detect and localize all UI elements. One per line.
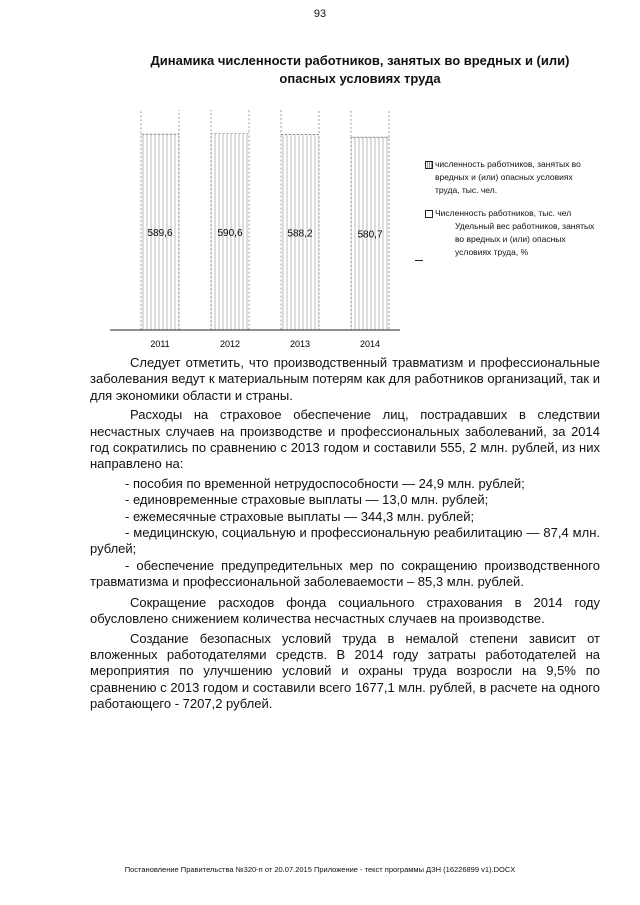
legend-label-share: Удельный вес работников, занятых во вредных и (или) опасных условиях труда, %	[455, 221, 595, 257]
list-item-1: - пособия по временной нетрудоспособности — 24,9 млн. рублей;	[125, 475, 525, 491]
legend-line-mark	[415, 260, 423, 261]
legend-item-total-workers	[425, 207, 595, 220]
label-total-2014: 580,7	[357, 229, 383, 241]
page-footer: Постановление Правительства №320-п от 20.07.2015 Приложение - текст программы ДЗН (16226899 v1).DOCX	[124, 865, 516, 874]
legend-swatch-hazard	[425, 161, 433, 169]
x-tick-2014: 2014	[359, 339, 381, 349]
chart-title-line-1: Динамика численности работников, занятых во вредных и (или)	[150, 53, 570, 68]
chart	[110, 110, 595, 355]
chart-legend	[425, 158, 595, 259]
bar-hazard-2011	[141, 110, 179, 134]
x-tick-2012: 2012	[219, 339, 241, 349]
list-item-4: - медицинскую, социальную и профессиональную реабилитацию — 87,4 млн. рублей;	[90, 525, 600, 557]
list-item-5: - обеспечение предупредительных мер по сокращению производственного травматизма и профессиональной заболеваемости – 85,3 млн. рублей.	[90, 557, 600, 590]
chart-title-line-2: опасных условиях труда	[279, 71, 441, 86]
label-total-2012: 590,6	[217, 227, 243, 239]
body-text	[90, 355, 600, 716]
paragraph-4: Создание безопасных условий труда в немалой степени зависит от вложенных работодателями средств. В 2014 году затраты работодателей на мероприятия по улучшению условий и охраны труда возросли на 9,5% по сравнению с 2013 годом и составили всего 1677,1 млн. рублей, в расчете на одного работающего - 7207,2 рублей.	[90, 630, 600, 712]
legend-item-share	[425, 220, 595, 259]
legend-label-hazard: численность работников, занятых во вредных и (или) опасных условиях труда, тыс. чел.	[435, 159, 581, 195]
list-item-3: - ежемесячные страховые выплаты — 344,3 млн. рублей;	[125, 508, 475, 524]
legend-swatch-total	[425, 210, 433, 218]
x-tick-2013: 2013	[289, 339, 311, 349]
paragraph-3: Сокращение расходов фонда социального страхования в 2014 году обусловлено снижением количества несчастных случаев на производстве.	[90, 594, 600, 627]
label-total-2013: 588,2	[287, 228, 313, 240]
x-tick-2011: 2011	[150, 339, 170, 349]
paragraph-1: Следует отметить, что производственный травматизм и профессиональные заболевания ведут к материальным потерям как для работников организаций, так и для экономики области и страны.	[90, 355, 600, 403]
chart-plot	[110, 110, 420, 355]
legend-item-hazard-workers	[425, 158, 595, 197]
bar-hazard-2014	[351, 110, 389, 137]
bar-hazard-2012	[211, 110, 249, 134]
list-item-2: - единовременные страховые выплаты — 13,0 млн. рублей;	[125, 492, 489, 508]
legend-label-total: Численность работников, тыс. чел	[435, 208, 572, 218]
page-number: 93	[313, 8, 327, 20]
label-total-2011: 589,6	[147, 228, 173, 240]
chart-title	[110, 52, 610, 88]
bar-hazard-2013	[281, 110, 319, 135]
paragraph-2: Расходы на страховое обеспечение лиц, пострадавших в следствии несчастных случаев на производстве и профессиональных заболеваний, за 2014 год сократились по сравнению с 2013 годом и составили 555, 2 млн. рублей, из них направлено на:	[90, 407, 600, 472]
